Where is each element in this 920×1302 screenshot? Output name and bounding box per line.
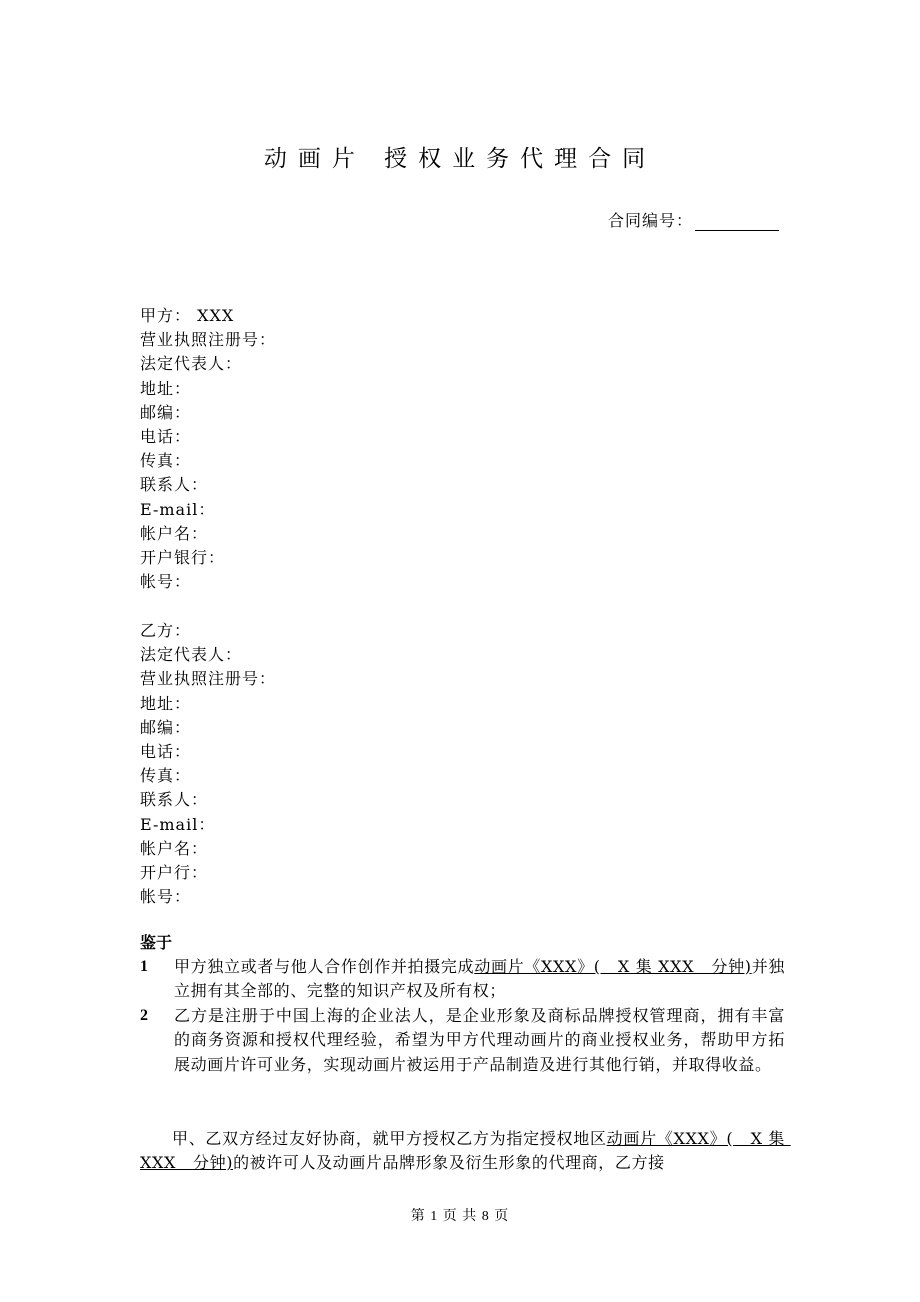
party-a-phone: 电话： bbox=[140, 427, 192, 447]
party-b-address: 地址： bbox=[140, 693, 192, 713]
party-b-bank: 开户行： bbox=[140, 863, 209, 883]
contract-title: 动画片 授权业务代理合同 bbox=[263, 146, 657, 172]
party-a-fax: 传真： bbox=[140, 451, 192, 471]
party-b-email: E-mail： bbox=[140, 814, 216, 834]
party-a-email: E-mail： bbox=[140, 499, 216, 519]
whereas-item-2-number: 2 bbox=[140, 1006, 149, 1024]
agreement-paragraph-work-title: 动画片《XXX》( X 集 XXX 分钟) bbox=[140, 1129, 791, 1173]
agreement-paragraph-pre: 甲、乙双方经过友好协商，就甲方授权乙方为指定授权地区 bbox=[172, 1129, 607, 1148]
agreement-paragraph bbox=[140, 1127, 791, 1175]
contract-number bbox=[608, 208, 779, 231]
whereas-item-1-work-title: 动画片《XXX》( X 集 XXX 分钟) bbox=[474, 957, 752, 976]
whereas-item-2 bbox=[140, 1004, 785, 1077]
party-b-fax: 传真： bbox=[140, 766, 192, 786]
party-a-representative: 法定代表人： bbox=[140, 354, 243, 374]
party-a-account-no: 帐号： bbox=[140, 572, 192, 592]
party-b-contact: 联系人： bbox=[140, 790, 209, 810]
party-a-license: 营业执照注册号： bbox=[140, 330, 277, 350]
party-b-name: 乙方： bbox=[140, 621, 192, 640]
party-b-account-no: 帐号： bbox=[140, 887, 192, 907]
whereas-heading: 鉴于 bbox=[140, 933, 173, 952]
party-a-postcode: 邮编： bbox=[140, 402, 192, 422]
whereas-item-2-text: 乙方是注册于中国上海的企业法人，是企业形象及商标品牌授权管理商，拥有丰富的商务资源和授权代理经验，希望为甲方代理动画片的商业授权业务，帮助甲方拓展动画片许可业务，实现动画片被运用于产品制造及进行其他行销，并取得收益。 bbox=[174, 1005, 785, 1074]
whereas-item-1-pre: 甲方独立或者与他人合作创作并拍摄完成 bbox=[174, 957, 475, 976]
party-b-account-name: 帐户名： bbox=[140, 838, 209, 858]
whereas-section bbox=[140, 931, 785, 1077]
whereas-item-1-text bbox=[174, 955, 785, 1004]
party-b-representative: 法定代表人： bbox=[140, 645, 243, 665]
whereas-item-1 bbox=[140, 955, 785, 1004]
contract-number-label: 合同编号： bbox=[607, 211, 693, 230]
party-a-address: 地址： bbox=[140, 378, 192, 398]
party-b-postcode: 邮编： bbox=[140, 717, 192, 737]
party-b-license: 营业执照注册号： bbox=[140, 669, 277, 689]
agreement-paragraph-post: 的被许可人及动画片品牌形象及衍生形象的代理商，乙方接 bbox=[233, 1153, 665, 1173]
page-footer: 第 1 页 共 8 页 bbox=[410, 1209, 510, 1224]
party-a-name: 甲方： XXX bbox=[140, 306, 235, 325]
whereas-item-1-post: 并独立拥有其全部的、完整的知识产权及所有权； bbox=[174, 957, 786, 1001]
contract-number-blank bbox=[695, 211, 779, 231]
party-b-phone: 电话： bbox=[140, 742, 192, 762]
party-b-info bbox=[140, 619, 276, 909]
party-a-info bbox=[140, 304, 276, 594]
party-a-bank: 开户银行： bbox=[140, 548, 226, 568]
party-a-contact: 联系人： bbox=[140, 475, 209, 495]
party-a-account-name: 帐户名： bbox=[140, 523, 209, 543]
whereas-item-1-number: 1 bbox=[140, 958, 149, 975]
